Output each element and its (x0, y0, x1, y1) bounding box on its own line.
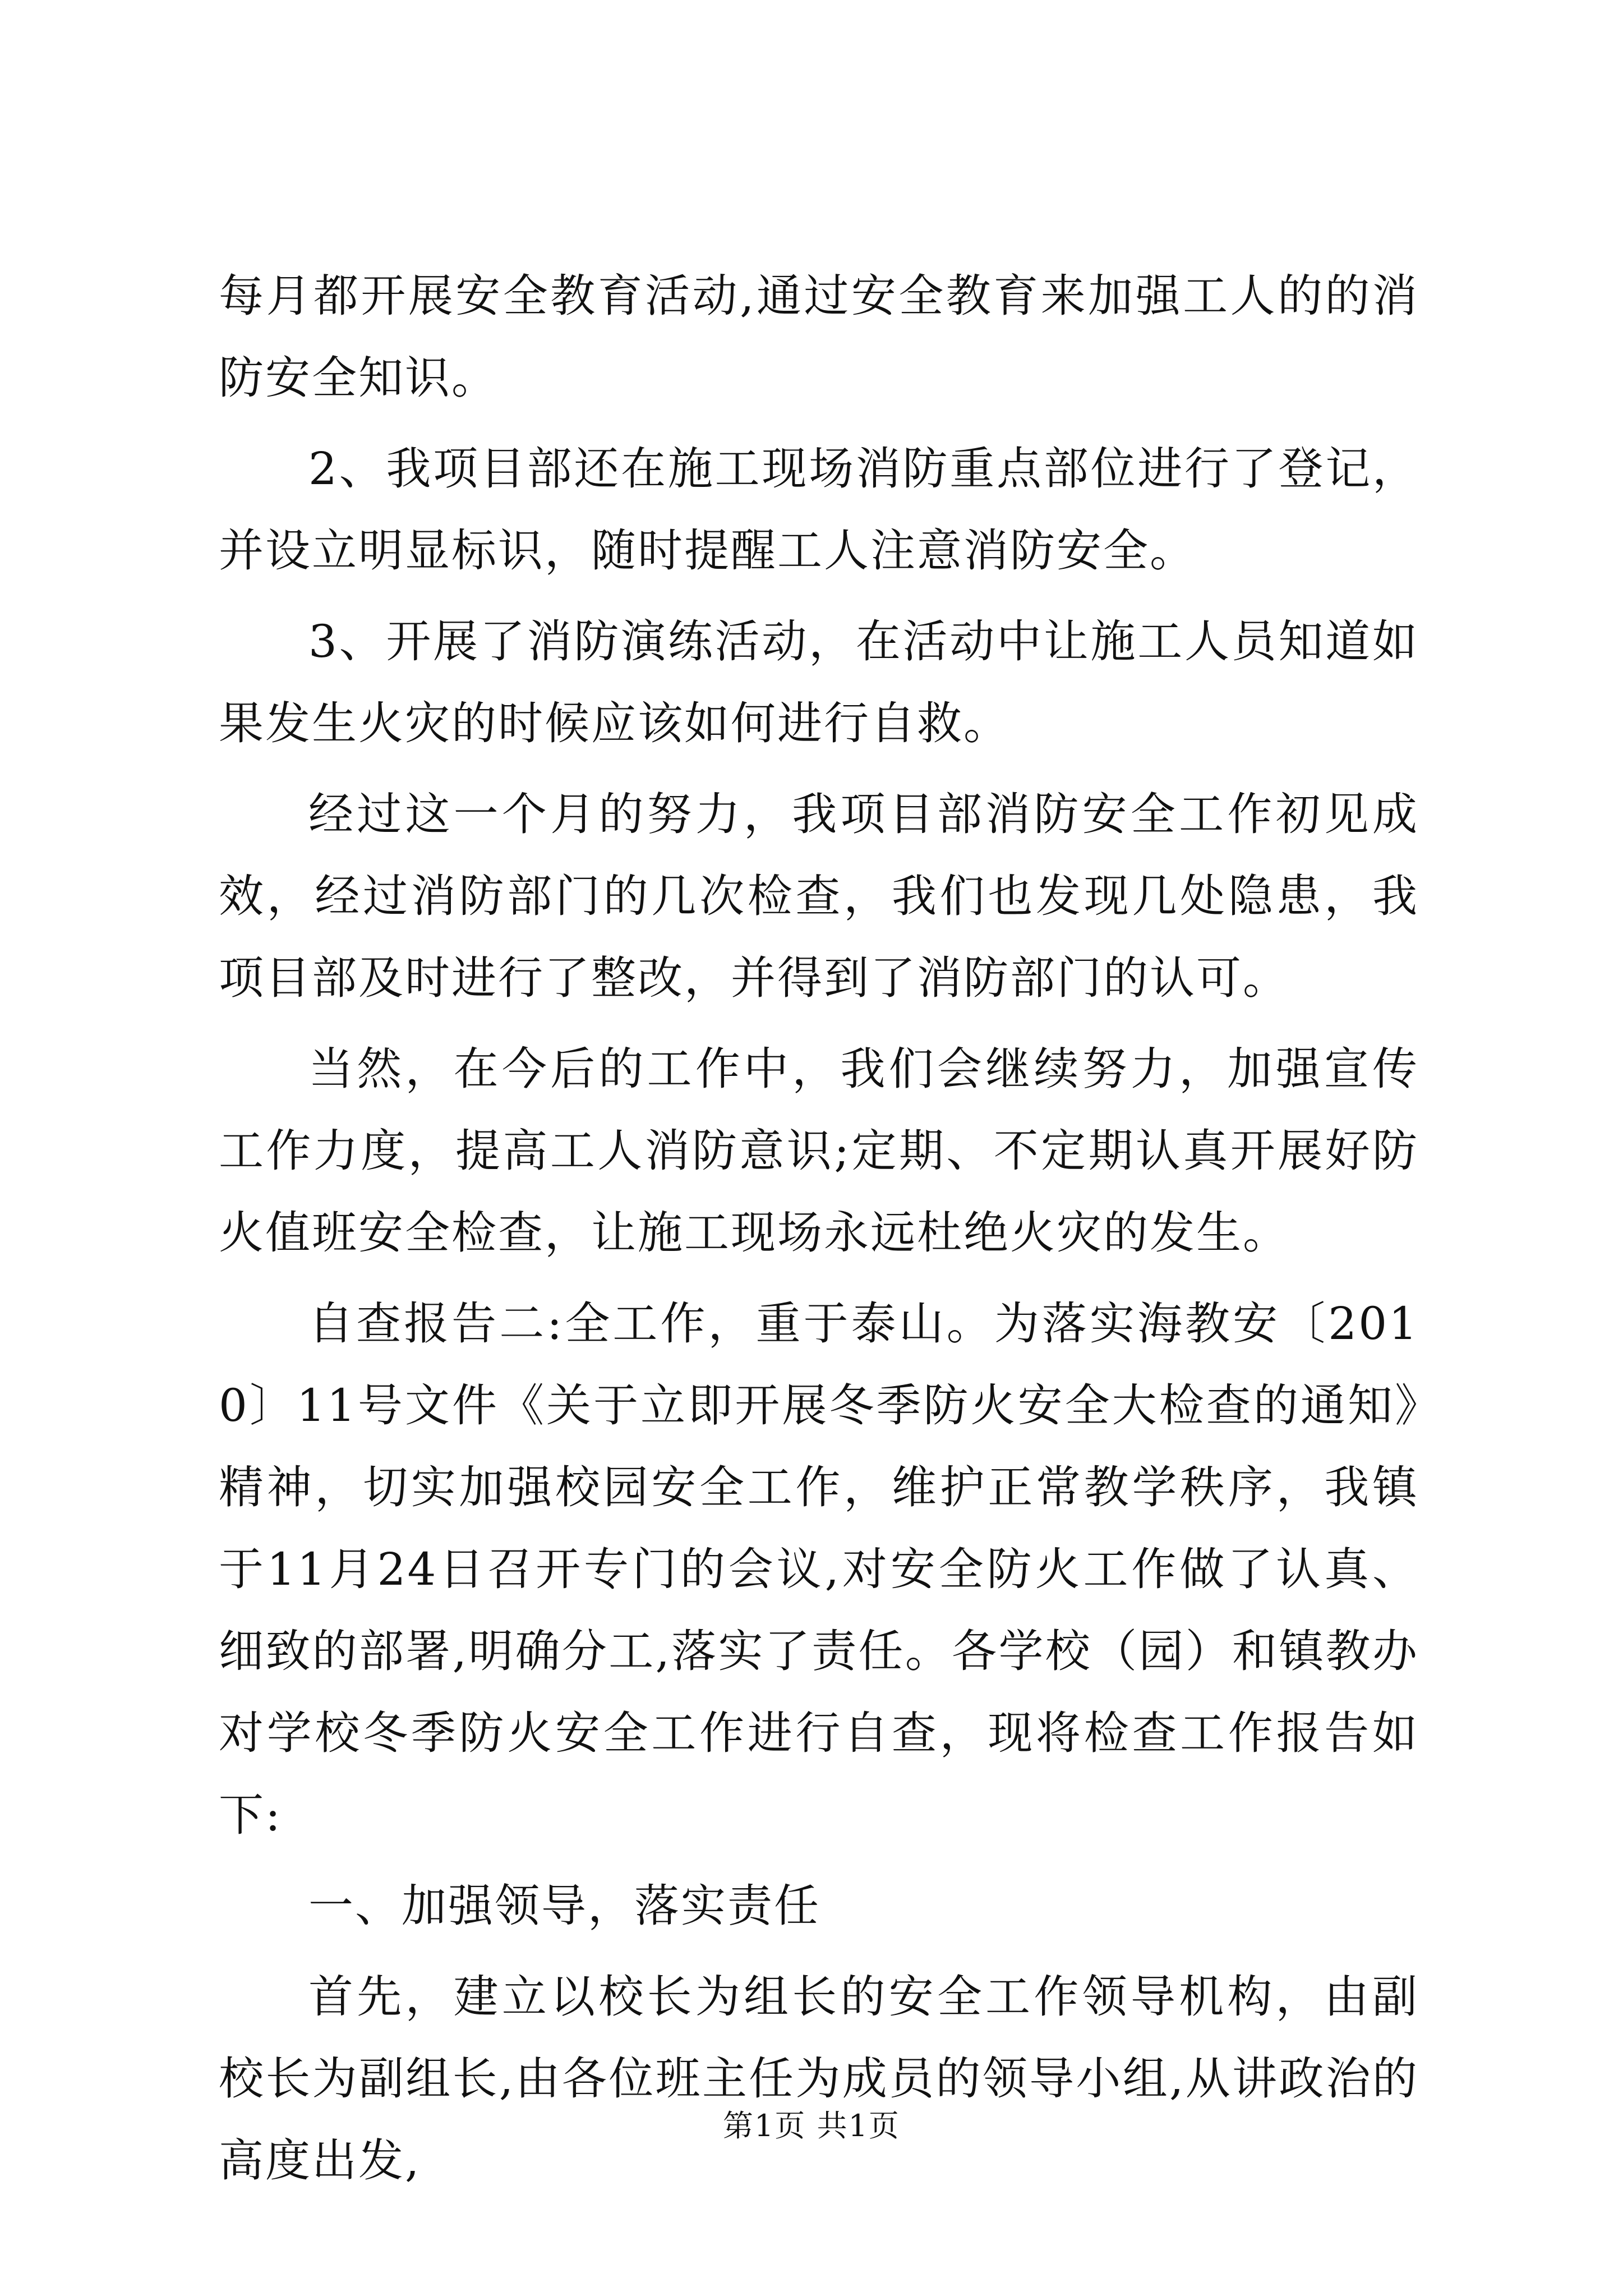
document-body (219, 255, 1419, 2211)
paragraph: 经过这一个月的努力，我项目部消防安全工作初见成效，经过消防部门的几次检查，我们也发现几处隐患，我项目部及时进行了整改，并得到了消防部门的认可。 (219, 788, 1419, 1004)
paragraph: 自查报告二:全工作，重于泰山。为落实海教安〔2010〕11号文件《关于立即开展冬季防火安全大检查的通知》精神，切实加强校园安全工作，维护正常教学秩序，我镇于11月24日召开专门的会议,对安全防火工作做了认真、细致的部署,明确分工,落实了责任。各学校（园）和镇教办对学校冬季防火安全工作进行自查，现将检查工作报告如下: (219, 1297, 1419, 1841)
section-heading: 一、加强领导，落实责任 (308, 1880, 820, 1932)
paragraph: 当然，在今后的工作中，我们会继续努力，加强宣传工作力度，提高工人消防意识;定期、不定期认真开展好防火值班安全检查，让施工现场永远杜绝火灾的发生。 (219, 1043, 1419, 1259)
paragraph: 每月都开展安全教育活动,通过安全教育来加强工人的的消防安全知识。 (219, 270, 1419, 404)
paragraph: 首先，建立以校长为组长的安全工作领导机构，由副校长为副组长,由各位班主任为成员的领导小组,从讲政治的高度出发, (219, 1971, 1419, 2187)
paragraph: 2、我项目部还在施工现场消防重点部位进行了登记，并设立明显标识，随时提醒工人注意消防安全。 (219, 443, 1419, 577)
page-number-footer: 第1页 共1页 (723, 2108, 900, 2143)
paragraph: 3、开展了消防演练活动，在活动中让施工人员知道如果发生火灾的时候应该如何进行自救。 (219, 615, 1419, 749)
